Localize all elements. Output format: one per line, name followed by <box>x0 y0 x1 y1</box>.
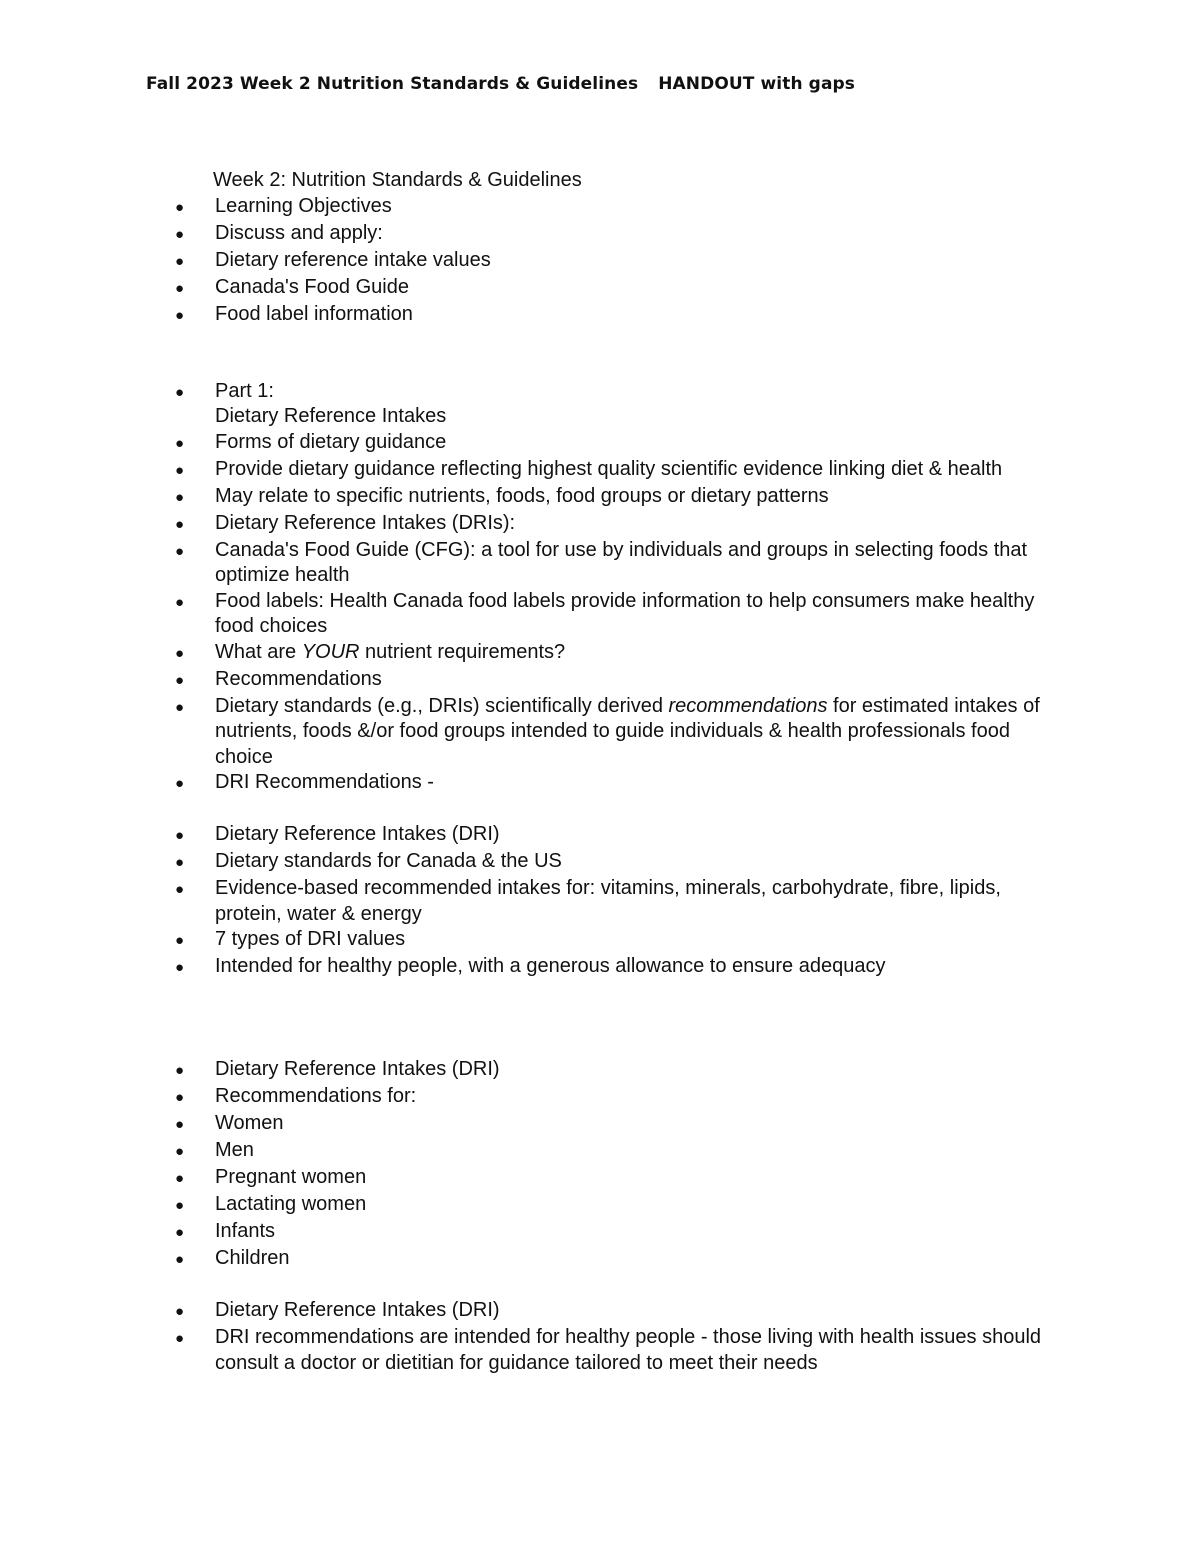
list-item <box>173 379 1073 430</box>
bullet-icon: ● <box>175 593 185 611</box>
list-item: ● Food labels: Health Canada food labels provide information to help consumers make healthy food choices <box>175 589 1035 637</box>
list-item: ● Dietary standards (e.g., DRIs) scientifically derived recommendations for estimated intakes of nutrients, foods &/or food groups intended to guide individuals & health professionals food choice <box>175 694 1040 768</box>
list-item: ● 7 types of DRI values <box>173 927 1073 954</box>
list-item: ● Men <box>173 1138 1073 1165</box>
bullet-icon: ● <box>175 1062 185 1079</box>
bullet-icon: ● <box>175 515 185 533</box>
bullet-icon: ● <box>175 225 185 243</box>
bullet-icon: ● <box>175 1170 185 1187</box>
list-item: ● Recommendations <box>173 667 1073 694</box>
bullet-icon: ● <box>175 1330 185 1347</box>
list-item: ● Dietary standards for Canada & the US <box>173 849 1073 876</box>
bullet-icon: ● <box>175 434 185 452</box>
bullet-icon: ● <box>175 252 185 270</box>
list-item: ● Provide dietary guidance reflecting highest quality scientific evidence linking diet & health <box>173 457 1073 484</box>
list-item: ● Dietary Reference Intakes (DRIs): <box>173 511 1073 538</box>
list-item: ● Dietary reference intake values <box>173 248 1073 275</box>
list-item: ● Intended for healthy people, with a generous allowance to ensure adequacy <box>173 954 1073 981</box>
bullet-icon: ● <box>175 279 185 297</box>
bullet-icon: ● <box>175 542 185 560</box>
bullet-icon: ● <box>175 198 185 216</box>
page-header <box>146 74 855 94</box>
list-item: ● Lactating women <box>173 1192 1073 1219</box>
bullet-icon: ● <box>175 1224 185 1241</box>
bullet-icon: ● <box>175 644 185 662</box>
list-item: ● Recommendations for: <box>173 1084 1073 1111</box>
bullet-icon: ● <box>175 488 185 506</box>
list-item: ● Discuss and apply: <box>173 221 1073 248</box>
list-item: ● Dietary Reference Intakes (DRI) <box>173 1057 1073 1084</box>
list-item: ● Canada's Food Guide (CFG): a tool for use by individuals and groups in selecting foods that optimize health <box>175 538 1028 586</box>
list-item: ● Learning Objectives <box>173 194 1073 221</box>
list-item: ● Dietary Reference Intakes (DRI) <box>173 1298 1073 1325</box>
bullet-icon: ● <box>175 671 185 689</box>
bullet-icon: ● <box>175 383 185 401</box>
list-item: ● May relate to specific nutrients, foods, food groups or dietary patterns <box>173 484 1073 511</box>
bullet-icon: ● <box>175 1116 185 1133</box>
header-handout-label: HANDOUT with gaps <box>658 74 856 94</box>
list-item: ● Children <box>173 1246 1073 1273</box>
list-item: ● Food label information <box>173 302 1073 329</box>
list-item: ● What are YOUR nutrient requirements? <box>173 640 1073 667</box>
bullet-icon: ● <box>175 959 185 976</box>
bullet-icon: ● <box>175 1197 185 1214</box>
list-item: ● Pregnant women <box>173 1165 1073 1192</box>
bullet-icon: ● <box>175 461 185 479</box>
bullet-icon: ● <box>175 306 185 324</box>
list-item: ● Dietary Reference Intakes (DRI) <box>173 822 1073 849</box>
bullet-icon: ● <box>175 775 185 792</box>
section-title: Week 2: Nutrition Standards & Guidelines <box>213 169 582 191</box>
list-item: ● Women <box>173 1111 1073 1138</box>
bullet-icon: ● <box>175 1303 185 1320</box>
part-label: Part 1: <box>215 379 274 402</box>
bullet-icon: ● <box>175 1143 185 1160</box>
list-item: ● DRI recommendations are intended for healthy people - those living with health issues should consult a doctor or dietitian for guidance tailored to meet their needs <box>175 1326 1042 1374</box>
bullet-icon: ● <box>175 932 185 949</box>
section-title-row <box>173 168 1073 194</box>
bullet-icon: ● <box>175 854 185 871</box>
header-title: Fall 2023 Week 2 Nutrition Standards & Guidelines <box>146 74 639 94</box>
list-item: ● Canada's Food Guide <box>173 275 1073 302</box>
list-item: ● Evidence-based recommended intakes for: vitamins, minerals, carbohydrate, fibre, lipids, protein, water & energy <box>175 877 1001 925</box>
bullet-icon: ● <box>175 827 185 844</box>
bullet-icon: ● <box>175 698 185 716</box>
part-title: Dietary Reference Intakes <box>215 405 447 427</box>
list-item: ● Infants <box>173 1219 1073 1246</box>
bullet-icon: ● <box>175 881 185 898</box>
bullet-icon: ● <box>175 1089 185 1106</box>
list-item: ● Forms of dietary guidance <box>173 430 1073 457</box>
bullet-icon: ● <box>175 1251 185 1268</box>
list-item: ● DRI Recommendations - <box>173 770 1073 797</box>
document-body <box>173 168 1073 1376</box>
